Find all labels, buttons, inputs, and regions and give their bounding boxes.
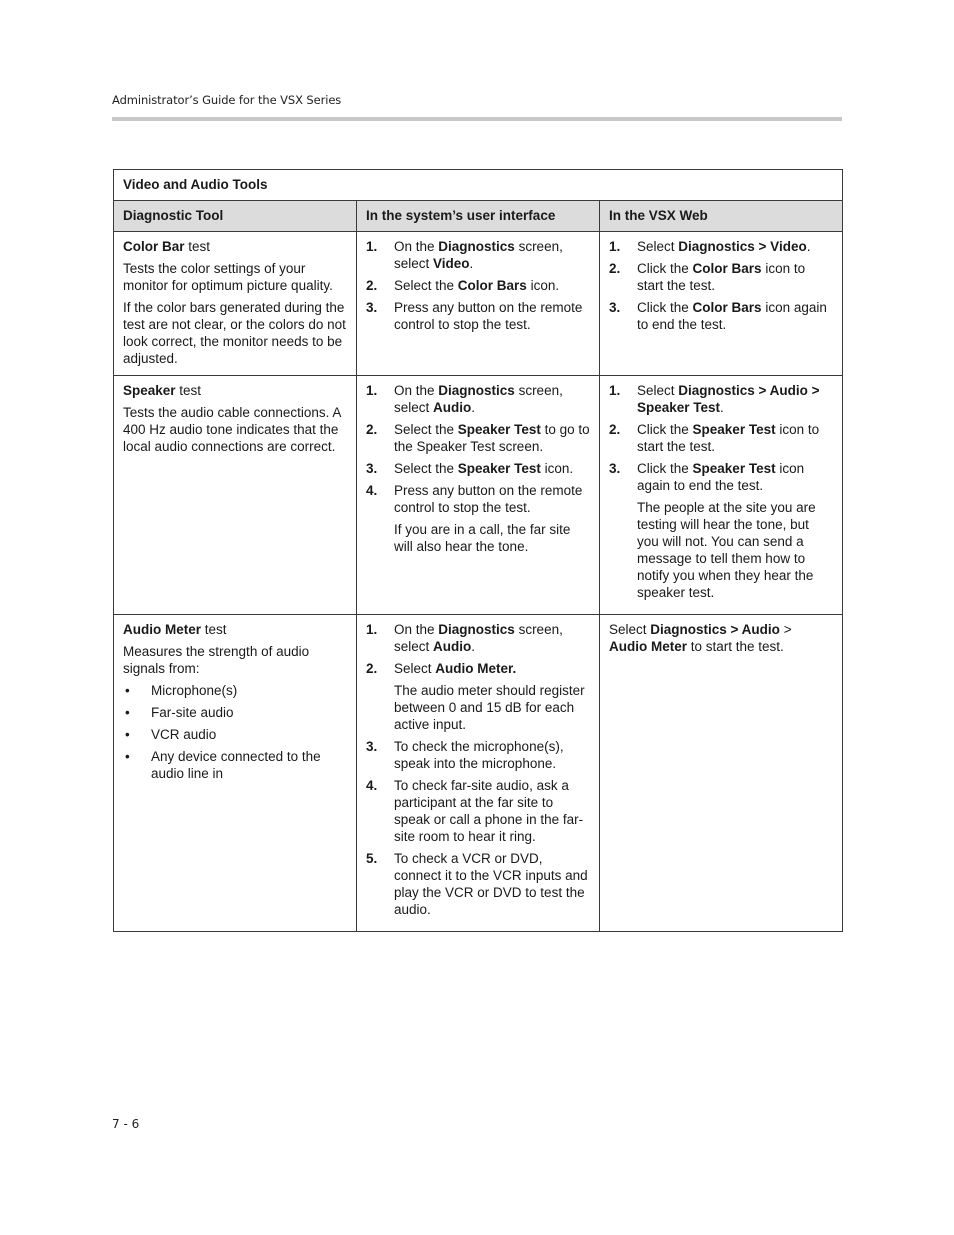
vsx-web-instructions: Select Diagnostics > Audio > Audio Meter to start the test. [609,622,792,654]
step-item [366,238,590,272]
step-text: Select the Color Bars icon. [394,278,560,293]
step-number: 1. [609,383,621,398]
table-row [114,615,843,932]
column-header-diagnostic-tool: Diagnostic Tool [114,201,357,232]
step-item [366,660,590,733]
step-number: 3. [609,461,621,476]
signal-source-list [123,682,347,782]
bullet-icon: • [125,705,130,720]
step-text: Select Audio Meter. [394,661,517,676]
system-ui-cell [357,615,600,932]
tool-description: Tests the audio cable connections. A 400 Hz audio tone indicates that the local audio connections are correct. [123,405,341,454]
list-item: • VCR audio [125,727,217,742]
list-item: • Any device connected to the audio line in [125,749,321,781]
header-rule [112,117,842,121]
tool-description: Tests the color settings of your monitor for optimum picture quality. [123,261,333,293]
step-number: 2. [609,261,621,276]
system-ui-steps [366,238,590,333]
step-number: 2. [609,422,621,437]
step-number: 3. [366,461,378,476]
list-item: • Microphone(s) [125,683,238,698]
step-number: 1. [366,239,378,254]
step-item [609,238,833,255]
step-text: Press any button on the remote control to stop the test. [394,300,583,332]
bullet-icon: • [125,683,130,698]
step-note: The audio meter should register between 0 and 15 dB for each active input. [394,683,585,732]
step-item [609,421,833,455]
step-item [366,460,590,477]
step-text: Click the Speaker Test icon again to end the test. [637,461,805,493]
bullet-icon: • [125,727,130,742]
tool-title: Color Bar test [123,239,211,254]
step-item [609,299,833,333]
vsx-web-cell [600,232,843,376]
step-text: Select the Speaker Test to go to the Speaker Test screen. [394,422,590,454]
tool-description: If the color bars generated during the test are not clear, or the colors do not look correct, the monitor needs to be adjusted. [123,300,346,366]
vsx-web-cell [600,376,843,615]
step-text: To check far-site audio, ask a participant at the far site to speak or call a phone in the far-site room to hear it ring. [394,778,584,844]
step-text: Select Diagnostics > Video. [637,239,811,254]
step-note: The people at the site you are testing will hear the tone, but you will not. You can send a message to tell them how to notify you when they hear the speaker test. [637,500,816,600]
step-item [366,850,590,918]
step-item [366,299,590,333]
step-note: If you are in a call, the far site will also hear the tone. [394,522,571,554]
table-body [114,232,843,932]
video-audio-tools-table [113,169,843,932]
table-row [114,376,843,615]
system-ui-cell [357,232,600,376]
step-item [609,382,833,416]
step-number: 1. [366,622,378,637]
tool-title: Speaker test [123,383,202,398]
diagnostic-tool-cell [114,615,357,932]
step-item [366,777,590,845]
column-header-vsx-web: In the VSX Web [600,201,843,232]
system-ui-steps [366,621,590,918]
step-text: Press any button on the remote control to stop the test. [394,483,583,515]
vsx-web-steps [609,238,833,333]
diagnostic-tool-cell [114,376,357,615]
step-item [609,260,833,294]
step-item [366,621,590,655]
step-number: 1. [609,239,621,254]
column-header-system-ui: In the system’s user interface [357,201,600,232]
step-number: 2. [366,661,378,676]
diagnostic-tool-cell [114,232,357,376]
step-text: Select the Speaker Test icon. [394,461,574,476]
tool-description: Measures the strength of audio signals from: [123,644,310,676]
step-number: 5. [366,851,378,866]
step-text: On the Diagnostics screen, select Video. [394,239,563,271]
step-item [366,738,590,772]
step-number: 1. [366,383,378,398]
step-item [366,277,590,294]
step-item [609,460,833,601]
step-number: 4. [366,778,378,793]
tool-title: Audio Meter test [123,622,227,637]
running-header: Administrator’s Guide for the VSX Series [112,93,342,107]
step-text: To check the microphone(s), speak into the microphone. [394,739,564,771]
vsx-web-cell [600,615,843,932]
step-text: Click the Color Bars icon again to end the test. [637,300,827,332]
system-ui-cell [357,376,600,615]
step-number: 2. [366,422,378,437]
list-item: • Far-site audio [125,705,234,720]
step-text: Click the Speaker Test icon to start the test. [637,422,820,454]
step-text: Select Diagnostics > Audio > Speaker Test. [637,383,820,415]
step-item [366,382,590,416]
step-text: On the Diagnostics screen, select Audio. [394,622,563,654]
vsx-web-steps [609,382,833,601]
step-number: 3. [366,739,378,754]
step-text: Click the Color Bars icon to start the test. [637,261,806,293]
page-number: 7 - 6 [112,1117,140,1131]
step-item [366,482,590,555]
table-row [114,232,843,376]
step-text: To check a VCR or DVD, connect it to the VCR inputs and play the VCR or DVD to test the audio. [394,851,588,917]
step-number: 3. [366,300,378,315]
step-text: On the Diagnostics screen, select Audio. [394,383,563,415]
step-item [366,421,590,455]
system-ui-steps [366,382,590,555]
bullet-icon: • [125,749,130,764]
step-number: 4. [366,483,378,498]
step-number: 3. [609,300,621,315]
table-caption: Video and Audio Tools [114,170,843,201]
step-number: 2. [366,278,378,293]
